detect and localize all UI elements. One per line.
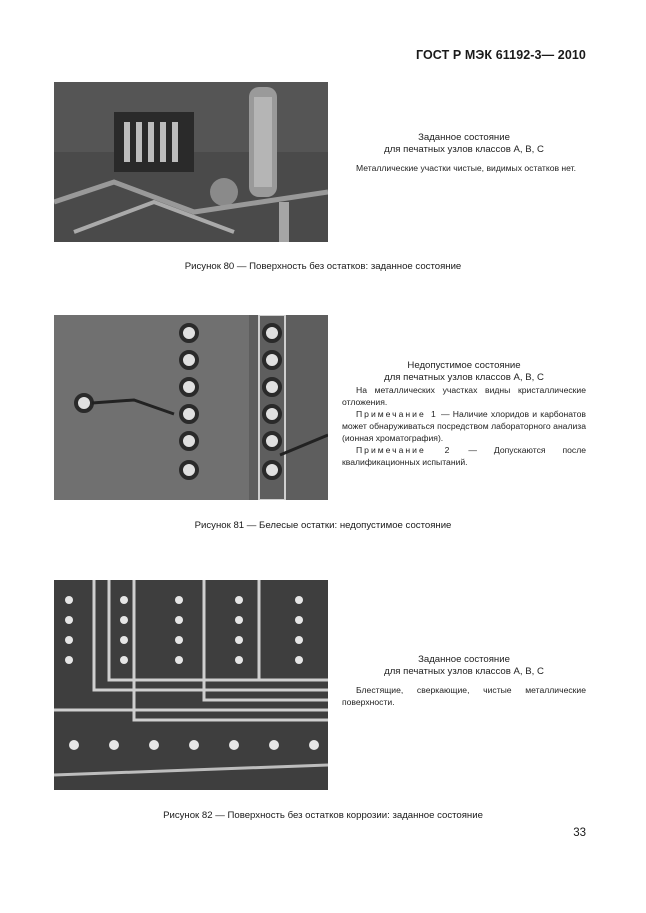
figure-81-text: На металлических участках видны кристаллические отложения.	[342, 385, 586, 407]
figure-80-description	[342, 132, 586, 174]
figure-82-title-line2: для печатных узлов классов А, В, С	[384, 666, 544, 677]
figure-81-description	[342, 360, 586, 468]
figure-82-caption: Рисунок 82 — Поверхность без остатков коррозии: заданное состояние	[163, 810, 483, 821]
document-header: ГОСТ Р МЭК 61192-3— 2010	[415, 48, 586, 62]
figure-82-text: Блестящие, сверкающие, чистые металлические поверхности.	[342, 685, 586, 707]
figure-80-title-line1: Заданное состояние	[418, 132, 510, 143]
figure-81-title-line2: для печатных узлов классов А, В, С	[384, 372, 544, 383]
page-number: 33	[573, 827, 586, 839]
note-1-text: — Наличие хлоридов и карбонатов может обнаруживаться посредством лабораторного анализа (ионная хроматография).	[342, 409, 586, 443]
figure-80-caption: Рисунок 80 — Поверхность без остатков: заданное состояние	[184, 261, 462, 272]
note-1-label: Примечание 1	[356, 409, 438, 419]
figure-81-note-1	[342, 408, 586, 444]
figure-82-photo	[54, 580, 328, 790]
figure-82-description	[342, 654, 586, 708]
figure-81-photo	[54, 315, 328, 500]
figure-81-note-2	[342, 444, 586, 468]
figure-80-photo	[54, 82, 328, 242]
note-2-label: Примечание 2	[356, 445, 452, 455]
figure-81-title-line1: Недопустимое состояние	[407, 360, 521, 371]
figure-82-title-line1: Заданное состояние	[418, 654, 510, 665]
figure-81-caption: Рисунок 81 — Белесые остатки: недопустимое состояние	[194, 520, 452, 531]
figure-80-text: Металлические участки чистые, видимых остатков нет.	[356, 163, 577, 173]
note-2-text: — Допускаются после квалификационных испытаний.	[342, 445, 586, 467]
figure-80-title-line2: для печатных узлов классов А, В, С	[384, 144, 544, 155]
